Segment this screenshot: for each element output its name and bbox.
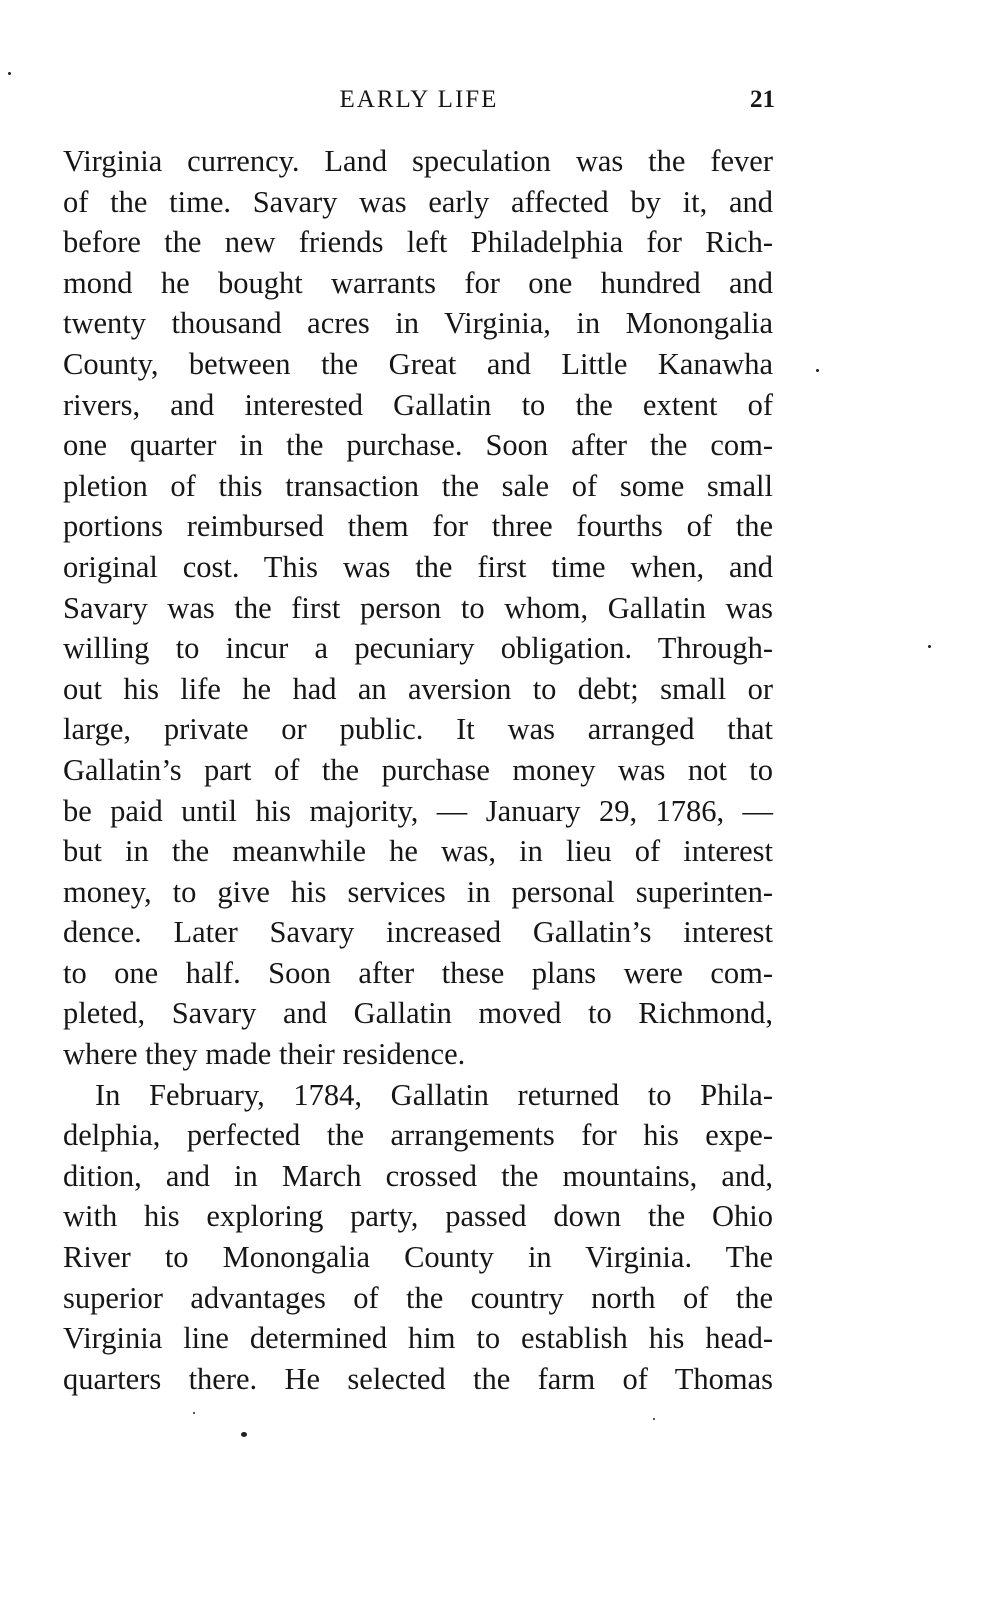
text-line: superior advantages of the country north of the (63, 1280, 773, 1315)
print-speck (241, 1432, 247, 1437)
text-line: mond he bought warrants for one hundred and (63, 265, 773, 300)
print-speck (8, 72, 11, 75)
text-line: Savary was the first person to whom, Gallatin was (63, 590, 773, 625)
text-line: pletion of this transaction the sale of some small (63, 468, 773, 503)
print-speck (193, 1412, 195, 1414)
text-line: be paid until his majority, — January 29, 1786, — (63, 793, 773, 828)
text-line: dence. Later Savary increased Gallatin’s interest (63, 915, 773, 950)
text-line: with his exploring party, passed down the Ohio (63, 1199, 773, 1234)
text-line: where they made their residence. (63, 1037, 466, 1072)
text-line: quarters there. He selected the farm of Thomas (63, 1361, 773, 1396)
text-line: money, to give his services in personal superinten- (63, 874, 773, 909)
text-line: rivers, and interested Gallatin to the extent of (63, 387, 773, 422)
text-line: willing to incur a pecuniary obligation. Through- (63, 631, 773, 666)
text-line: River to Monongalia County in Virginia. The (63, 1240, 773, 1275)
text-line: In February, 1784, Gallatin returned to Phila- (95, 1077, 773, 1112)
paragraph-2 (63, 1075, 773, 1400)
text-line: Virginia currency. Land speculation was the fever (63, 144, 773, 178)
text-line: pleted, Savary and Gallatin moved to Richmond, (63, 996, 773, 1031)
text-line: out his life he had an aversion to debt; small or (63, 671, 773, 706)
paragraph-1 (63, 141, 773, 1075)
text-line: County, between the Great and Little Kanawha (63, 346, 773, 381)
text-line: one quarter in the purchase. Soon after the com- (63, 428, 773, 463)
running-title: EARLY LIFE (339, 86, 499, 113)
text-line: large, private or public. It was arranged that (63, 712, 773, 747)
text-line: portions reimbursed them for three fourths of the (63, 509, 773, 544)
page-number: 21 (750, 86, 775, 113)
text-line: of the time. Savary was early affected by it, and (63, 184, 773, 219)
print-speck (816, 369, 819, 372)
text-line: Virginia line determined him to establish his head- (63, 1321, 773, 1356)
text-line: but in the meanwhile he was, in lieu of interest (63, 834, 773, 869)
print-speck (928, 645, 931, 648)
print-speck (653, 1418, 655, 1420)
body-text (63, 141, 773, 1399)
running-head (63, 86, 775, 122)
text-line: dition, and in March crossed the mountains, and, (63, 1158, 773, 1193)
text-line: original cost. This was the first time when, and (63, 549, 773, 584)
text-line: to one half. Soon after these plans were com- (63, 955, 773, 990)
text-line: Gallatin’s part of the purchase money was not to (63, 752, 773, 787)
text-line: before the new friends left Philadelphia for Rich- (63, 225, 773, 260)
text-line: delphia, perfected the arrangements for his expe- (63, 1118, 773, 1153)
text-line: twenty thousand acres in Virginia, in Monongalia (63, 306, 773, 341)
